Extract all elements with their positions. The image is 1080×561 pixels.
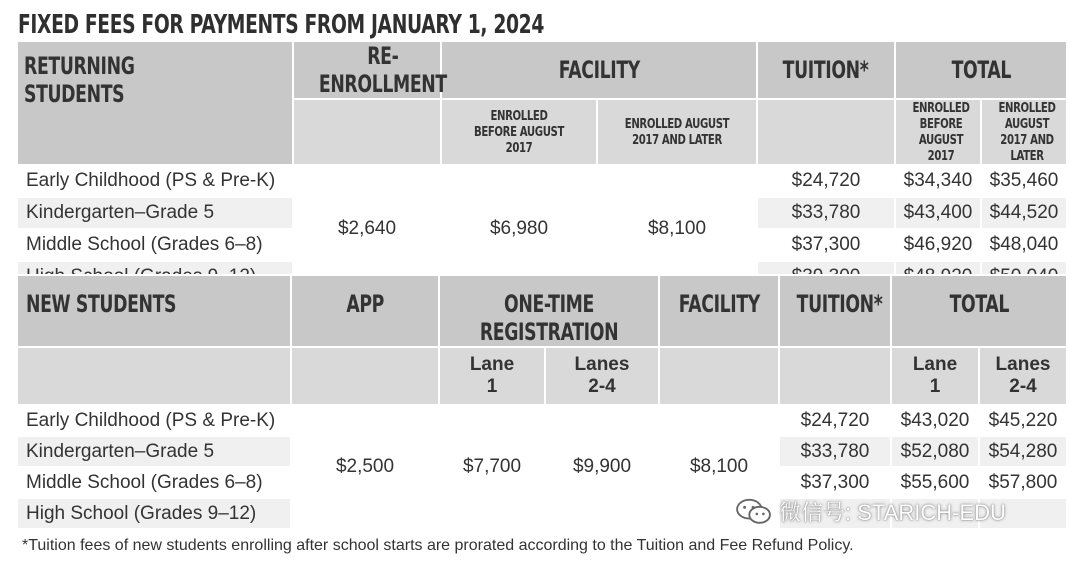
row-label: Middle School (Grades 6–8): [17, 467, 291, 498]
total-header: TOTAL: [895, 41, 1067, 99]
facility-after-subheader: ENROLLED AUGUST 2017 AND LATER: [597, 99, 757, 165]
table-row: [17, 165, 1067, 197]
returning-students-table: [16, 40, 1068, 294]
reenrollment-subheader-empty: [293, 99, 441, 165]
new-students-table: [16, 274, 1068, 530]
facility-after-fee: $8,100: [597, 165, 757, 293]
reg-lane1-fee: $7,700: [439, 405, 545, 529]
app-subheader-empty: [291, 347, 439, 405]
tuition-value: $33,780: [757, 197, 895, 229]
page-title: FIXED FEES FOR PAYMENTS FROM JANUARY 1, 2024: [18, 10, 545, 40]
total-after-value: $48,040: [981, 229, 1067, 261]
total-lanes24-value: $54,280: [979, 436, 1067, 467]
tuition-header: TUITION*: [757, 41, 895, 99]
row-label: Early Childhood (PS & Pre-K): [17, 405, 291, 436]
total-before-value: $46,920: [895, 229, 981, 261]
total-lane1-value: $43,020: [891, 405, 979, 436]
tuition-value: $33,780: [779, 436, 891, 467]
facility-header: FACILITY: [441, 41, 757, 99]
total-after-value: $44,520: [981, 197, 1067, 229]
reg-lanes24-fee: $9,900: [545, 405, 659, 529]
new-tuition-subheader-empty: [779, 347, 891, 405]
tuition-value: $37,300: [757, 229, 895, 261]
new-total-header: TOTAL: [891, 275, 1067, 347]
facility-before-subheader: ENROLLED BEFORE AUGUST 2017: [441, 99, 597, 165]
facility-before-fee: $6,980: [441, 165, 597, 293]
reenrollment-header: RE-ENROLLMENT: [293, 41, 441, 99]
facility-subheader-empty: [659, 347, 779, 405]
watermark-text: 微信号: STARICH-EDU: [779, 500, 1006, 525]
row-label: Kindergarten–Grade 5: [17, 197, 293, 229]
tuition-value: $37,300: [779, 467, 891, 498]
new-tuition-header: TUITION*: [779, 275, 891, 347]
app-fee: $2,500: [291, 405, 439, 529]
row-label: Kindergarten–Grade 5: [17, 436, 291, 467]
total-before-subheader: ENROLLED BEFORE AUGUST 2017: [895, 99, 981, 165]
total-after-value: $35,460: [981, 165, 1067, 197]
tuition-value: $24,720: [757, 165, 895, 197]
row-label: Early Childhood (PS & Pre-K): [17, 165, 293, 197]
tuition-value: $24,720: [779, 405, 891, 436]
total-lane1-value: $55,600: [891, 467, 979, 498]
app-header: APP: [291, 275, 439, 347]
new-students-header: NEW STUDENTS: [17, 275, 291, 347]
total-lane1-subheader: Lane 1: [891, 347, 979, 405]
new-label-subheader-empty: [17, 347, 291, 405]
row-label: High School (Grades 9–12): [17, 498, 291, 529]
reg-lanes24-subheader: Lanes 2-4: [545, 347, 659, 405]
table-row: [17, 405, 1067, 436]
new-facility-fee: $8,100: [659, 405, 779, 529]
total-after-subheader: ENROLLED AUGUST 2017 AND LATER: [981, 99, 1067, 165]
row-label: Middle School (Grades 6–8): [17, 229, 293, 261]
reenrollment-fee: $2,640: [293, 165, 441, 293]
wechat-icon: [735, 497, 773, 527]
new-facility-header: FACILITY: [659, 275, 779, 347]
total-lane1-value: $52,080: [891, 436, 979, 467]
total-lanes24-subheader: Lanes 2-4: [979, 347, 1067, 405]
reg-lane1-subheader: Lane 1: [439, 347, 545, 405]
returning-students-header: RETURNING STUDENTS: [17, 41, 293, 165]
total-before-value: $43,400: [895, 197, 981, 229]
total-lanes24-value: $45,220: [979, 405, 1067, 436]
tuition-subheader-empty: [757, 99, 895, 165]
registration-header: ONE-TIME REGISTRATION: [439, 275, 659, 347]
total-lanes24-value: $57,800: [979, 467, 1067, 498]
watermark: [735, 496, 1006, 527]
total-before-value: $34,340: [895, 165, 981, 197]
footnote: *Tuition fees of new students enrolling after school starts are prorated according to the Tuition and Fee Refund Policy.: [22, 537, 854, 554]
